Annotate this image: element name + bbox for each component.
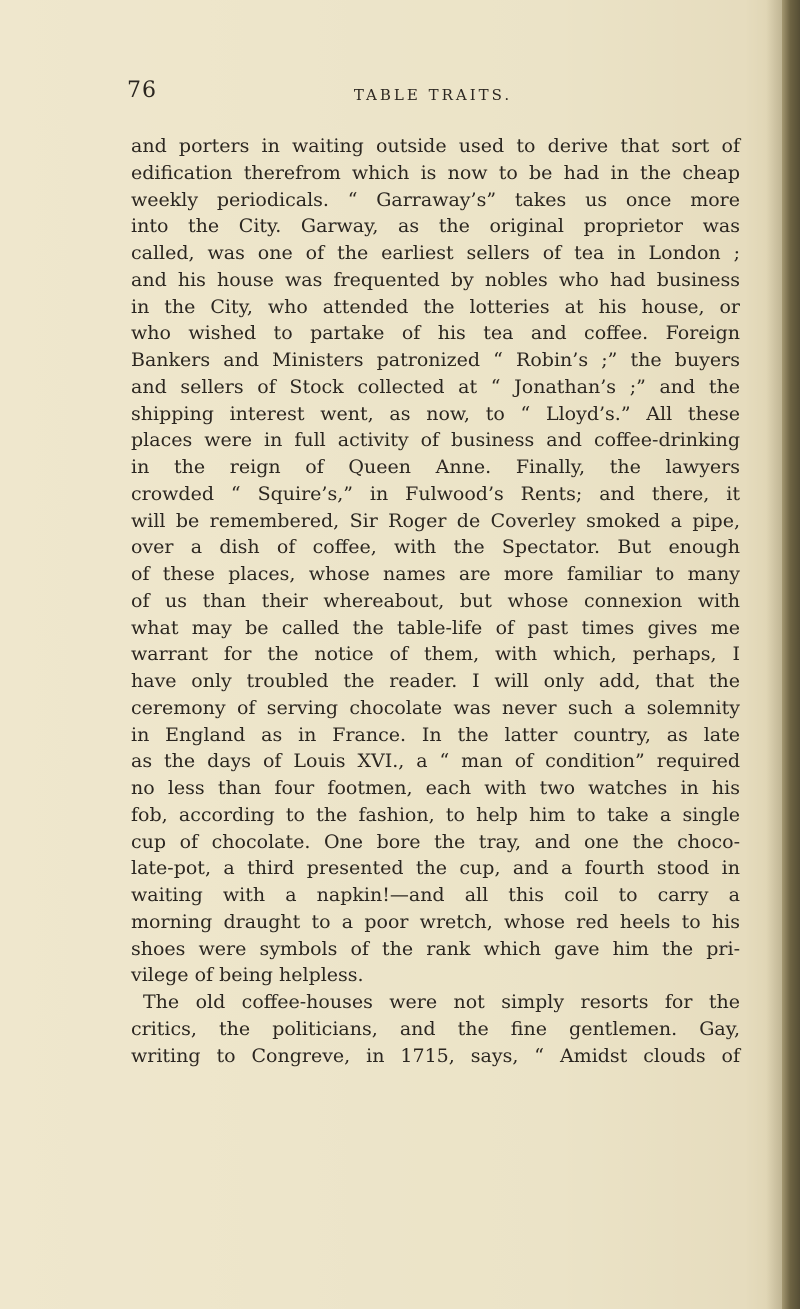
text-line: late-pot, a third presented the cup, and a fourth stood in <box>131 857 740 880</box>
text-line: critics, the politicians, and the fine gentlemen. Gay, <box>131 1017 740 1040</box>
text-line: of us than their whereabout, but whose connexion with <box>131 589 740 612</box>
page-edge <box>782 0 800 1309</box>
text-line: in England as in France. In the latter country, as late <box>131 723 740 746</box>
running-title: TABLE TRAITS. <box>353 86 513 104</box>
text-line: crowded “ Squire’s,” in Fulwood’s Rents; and there, it <box>131 482 740 505</box>
text-line: have only troubled the reader. I will only add, that the <box>131 670 740 692</box>
text-line: vilege of being helpless. <box>131 964 364 987</box>
text-line: shoes were symbols of the rank which gave him the pri- <box>131 937 740 960</box>
text-line: morning draught to a poor wretch, whose red heels to his <box>131 910 740 933</box>
text-line: The old coffee-houses were not simply resorts for the <box>143 991 740 1013</box>
text-line: warrant for the notice of them, with which, perhaps, I <box>131 643 740 666</box>
text-line: in the City, who attended the lotteries at his house, or <box>131 295 740 318</box>
text-line: called, was one of the earliest sellers of tea in London ; <box>131 242 740 264</box>
text-line: who wished to partake of his tea and coffee. Foreign <box>131 322 740 345</box>
text-line: writing to Congreve, in 1715, says, “ Amidst clouds of <box>131 1044 740 1067</box>
text-line: and sellers of Stock collected at “ Jonathan’s ;” and the <box>131 375 740 398</box>
text-line: waiting with a napkin!—and all this coil to carry a <box>131 884 740 906</box>
text-line: edification therefrom which is now to be had in the cheap <box>131 161 740 184</box>
text-line: places were in full activity of business and coffee-drinking <box>131 429 740 452</box>
text-line: of these places, whose names are more familiar to many <box>131 563 740 585</box>
text-line: as the days of Louis XVI., a “ man of condition” required <box>131 750 740 773</box>
text-line: into the City. Garway, as the original proprietor was <box>131 215 740 238</box>
text-line: fob, according to the fashion, to help him to take a single <box>131 803 740 826</box>
page-number: 76 <box>127 78 157 103</box>
text-line: and his house was frequented by nobles who had business <box>131 268 740 291</box>
text-line: Bankers and Ministers patronized “ Robin’s ;” the buyers <box>131 349 740 371</box>
page-header <box>127 78 739 112</box>
text-line: ceremony of serving chocolate was never such a solemnity <box>131 696 740 719</box>
text-line: cup of chocolate. One bore the tray, and one the choco- <box>131 830 740 853</box>
text-line: shipping interest went, as now, to “ Lloyd’s.” All these <box>131 402 740 425</box>
text-line: weekly periodicals. “ Garraway’s” takes us once more <box>131 188 740 211</box>
text-line: what may be called the table-life of past times gives me <box>131 616 740 639</box>
text-line: no less than four footmen, each with two watches in his <box>131 777 740 799</box>
text-line: over a dish of coffee, with the Spectator. But enough <box>131 536 740 559</box>
page-gutter-shadow <box>766 0 782 1309</box>
text-line: in the reign of Queen Anne. Finally, the lawyers <box>131 456 740 478</box>
body-text <box>131 133 740 1069</box>
text-line: and porters in waiting outside used to derive that sort of <box>131 135 740 157</box>
text-line: will be remembered, Sir Roger de Coverley smoked a pipe, <box>131 509 740 532</box>
